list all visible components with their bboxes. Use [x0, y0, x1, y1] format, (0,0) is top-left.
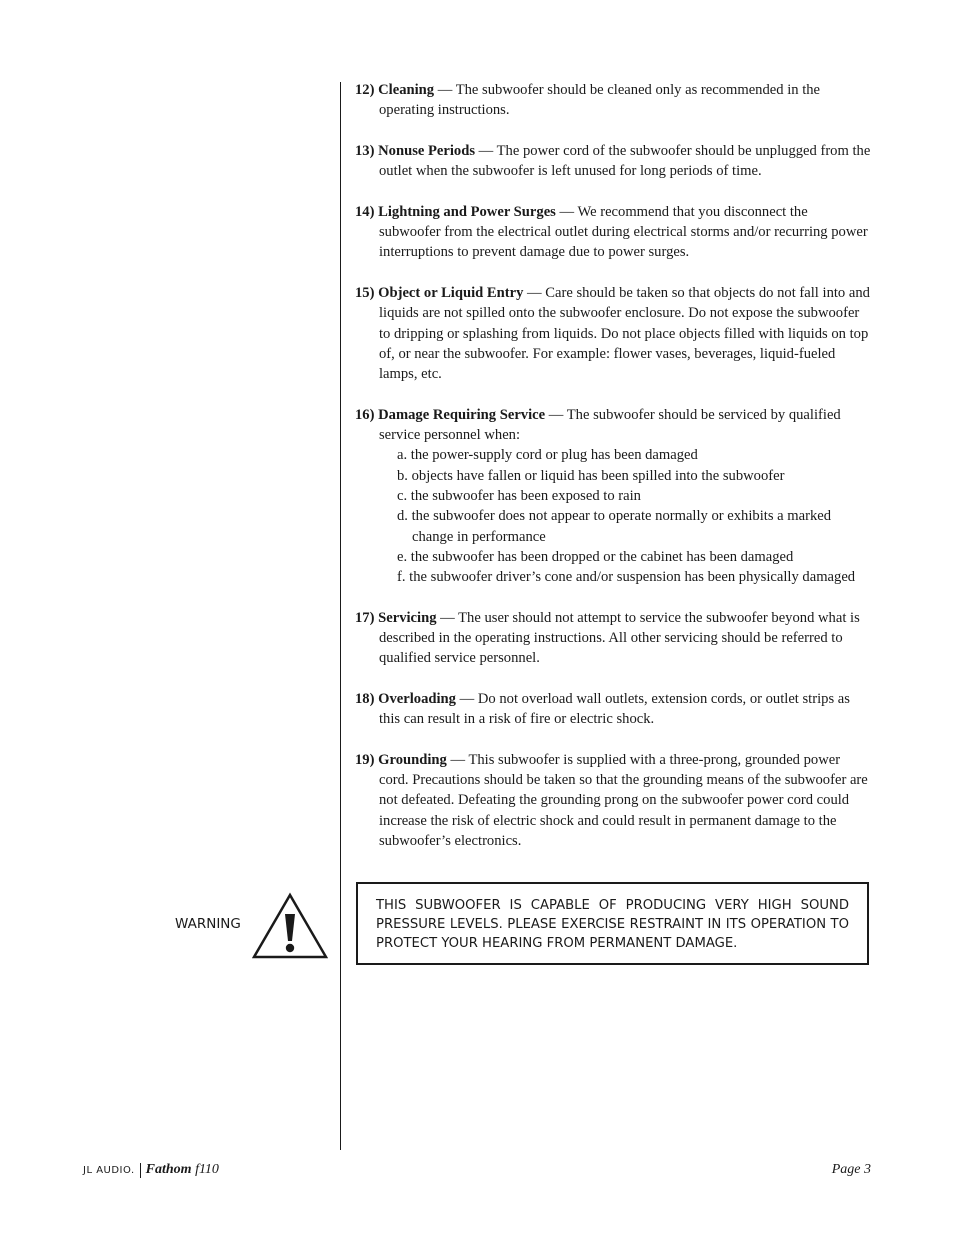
- item-number: 14): [355, 203, 375, 220]
- instruction-item: [355, 405, 871, 588]
- item-title: Overloading: [378, 690, 456, 707]
- item-number: 16): [355, 406, 375, 423]
- warning-box: [356, 882, 869, 965]
- item-number: 18): [355, 690, 375, 707]
- brand-logo: JL AUDIO.: [83, 1164, 135, 1176]
- item-number: 15): [355, 284, 375, 301]
- item-title: Grounding: [378, 751, 447, 768]
- instruction-item: [355, 750, 871, 851]
- safety-instructions: [355, 80, 871, 872]
- instruction-item: [355, 202, 871, 263]
- item-number: 19): [355, 751, 375, 768]
- condition-list: [379, 445, 871, 587]
- warning-label: WARNING: [175, 916, 241, 932]
- instruction-item: [355, 608, 871, 669]
- product-name-text: Fathom: [145, 1162, 192, 1177]
- item-text: — Care should be taken so that objects do not fall into and liquids are not spilled onto the subwoofer enclosure. Do not expose the subwoofer to dripping or splashing from liquids. Do not place objects filled with liquids on top of, or near the subwoofer. For example: flower vases, beverages, liquid-fueled lamps, etc.: [379, 284, 870, 383]
- item-number: 17): [355, 609, 375, 626]
- condition-item: c. the subwoofer has been exposed to rain: [397, 487, 641, 504]
- product-name: [146, 1162, 219, 1178]
- item-number: 12): [355, 82, 375, 98]
- column-divider: [340, 82, 341, 1150]
- item-title: Lightning and Power Surges: [378, 203, 556, 220]
- item-title: Damage Requiring Service: [378, 406, 546, 423]
- instruction-item: [355, 80, 871, 121]
- footer-separator: [140, 1163, 141, 1178]
- condition-item: e. the subwoofer has been dropped or the cabinet has been damaged: [397, 548, 794, 565]
- item-number: 13): [355, 142, 375, 159]
- footer-brand: [83, 1162, 219, 1178]
- item-title: Cleaning: [378, 82, 435, 98]
- instruction-item: [355, 283, 871, 384]
- item-text: — This subwoofer is supplied with a three-prong, grounded power cord. Precautions should be taken so that the grounding means of the subwoofer are not defeated. Defeating the grounding prong on the subwoofer power cord could increase the risk of electric shock and could result in permanent damage to the subwoofer’s electronics.: [379, 751, 868, 849]
- item-text: — We recommend that you disconnect the subwoofer from the electrical outlet during electrical storms and/or recurring power interruptions to prevent damage due to power surges.: [379, 203, 868, 261]
- warning-triangle-icon: [252, 892, 328, 960]
- item-text: — The subwoofer should be cleaned only as recommended in the operating instructions.: [379, 82, 821, 119]
- page-number: Page 3: [831, 1162, 871, 1177]
- instruction-item: [355, 141, 871, 182]
- item-title: Nonuse Periods: [378, 142, 476, 159]
- warning-text: THIS SUBWOOFER IS CAPABLE OF PRODUCING VERY HIGH SOUND PRESSURE LEVELS. PLEASE EXERCISE RESTRAINT IN ITS OPERATION TO PROTECT YOUR HEARING FROM PERMANENT DAMAGE.: [376, 898, 849, 951]
- instruction-item: [355, 689, 871, 730]
- item-title: Object or Liquid Entry: [378, 284, 524, 301]
- item-text: — The user should not attempt to service the subwoofer beyond what is described in the operating instructions. All other servicing should be referred to qualified service personnel.: [379, 609, 860, 667]
- item-title: Servicing: [378, 609, 437, 626]
- condition-item: f. the subwoofer driver’s cone and/or suspension has been physically damaged: [397, 569, 856, 586]
- item-text: — The subwoofer should be serviced by qualified service personnel when:: [379, 406, 841, 444]
- item-text: — The power cord of the subwoofer should be unplugged from the outlet when the subwoofer is left unused for long periods of time.: [379, 142, 871, 180]
- item-text: — Do not overload wall outlets, extension cords, or outlet strips as this can result in a risk of fire or electric shock.: [379, 690, 850, 728]
- condition-item: b. objects have fallen or liquid has been spilled into the subwoofer: [397, 467, 785, 484]
- condition-item: a. the power-supply cord or plug has been damaged: [397, 447, 698, 464]
- condition-item: d. the subwoofer does not appear to operate normally or exhibits a marked change in performance: [397, 508, 832, 545]
- product-model: f110: [195, 1162, 219, 1177]
